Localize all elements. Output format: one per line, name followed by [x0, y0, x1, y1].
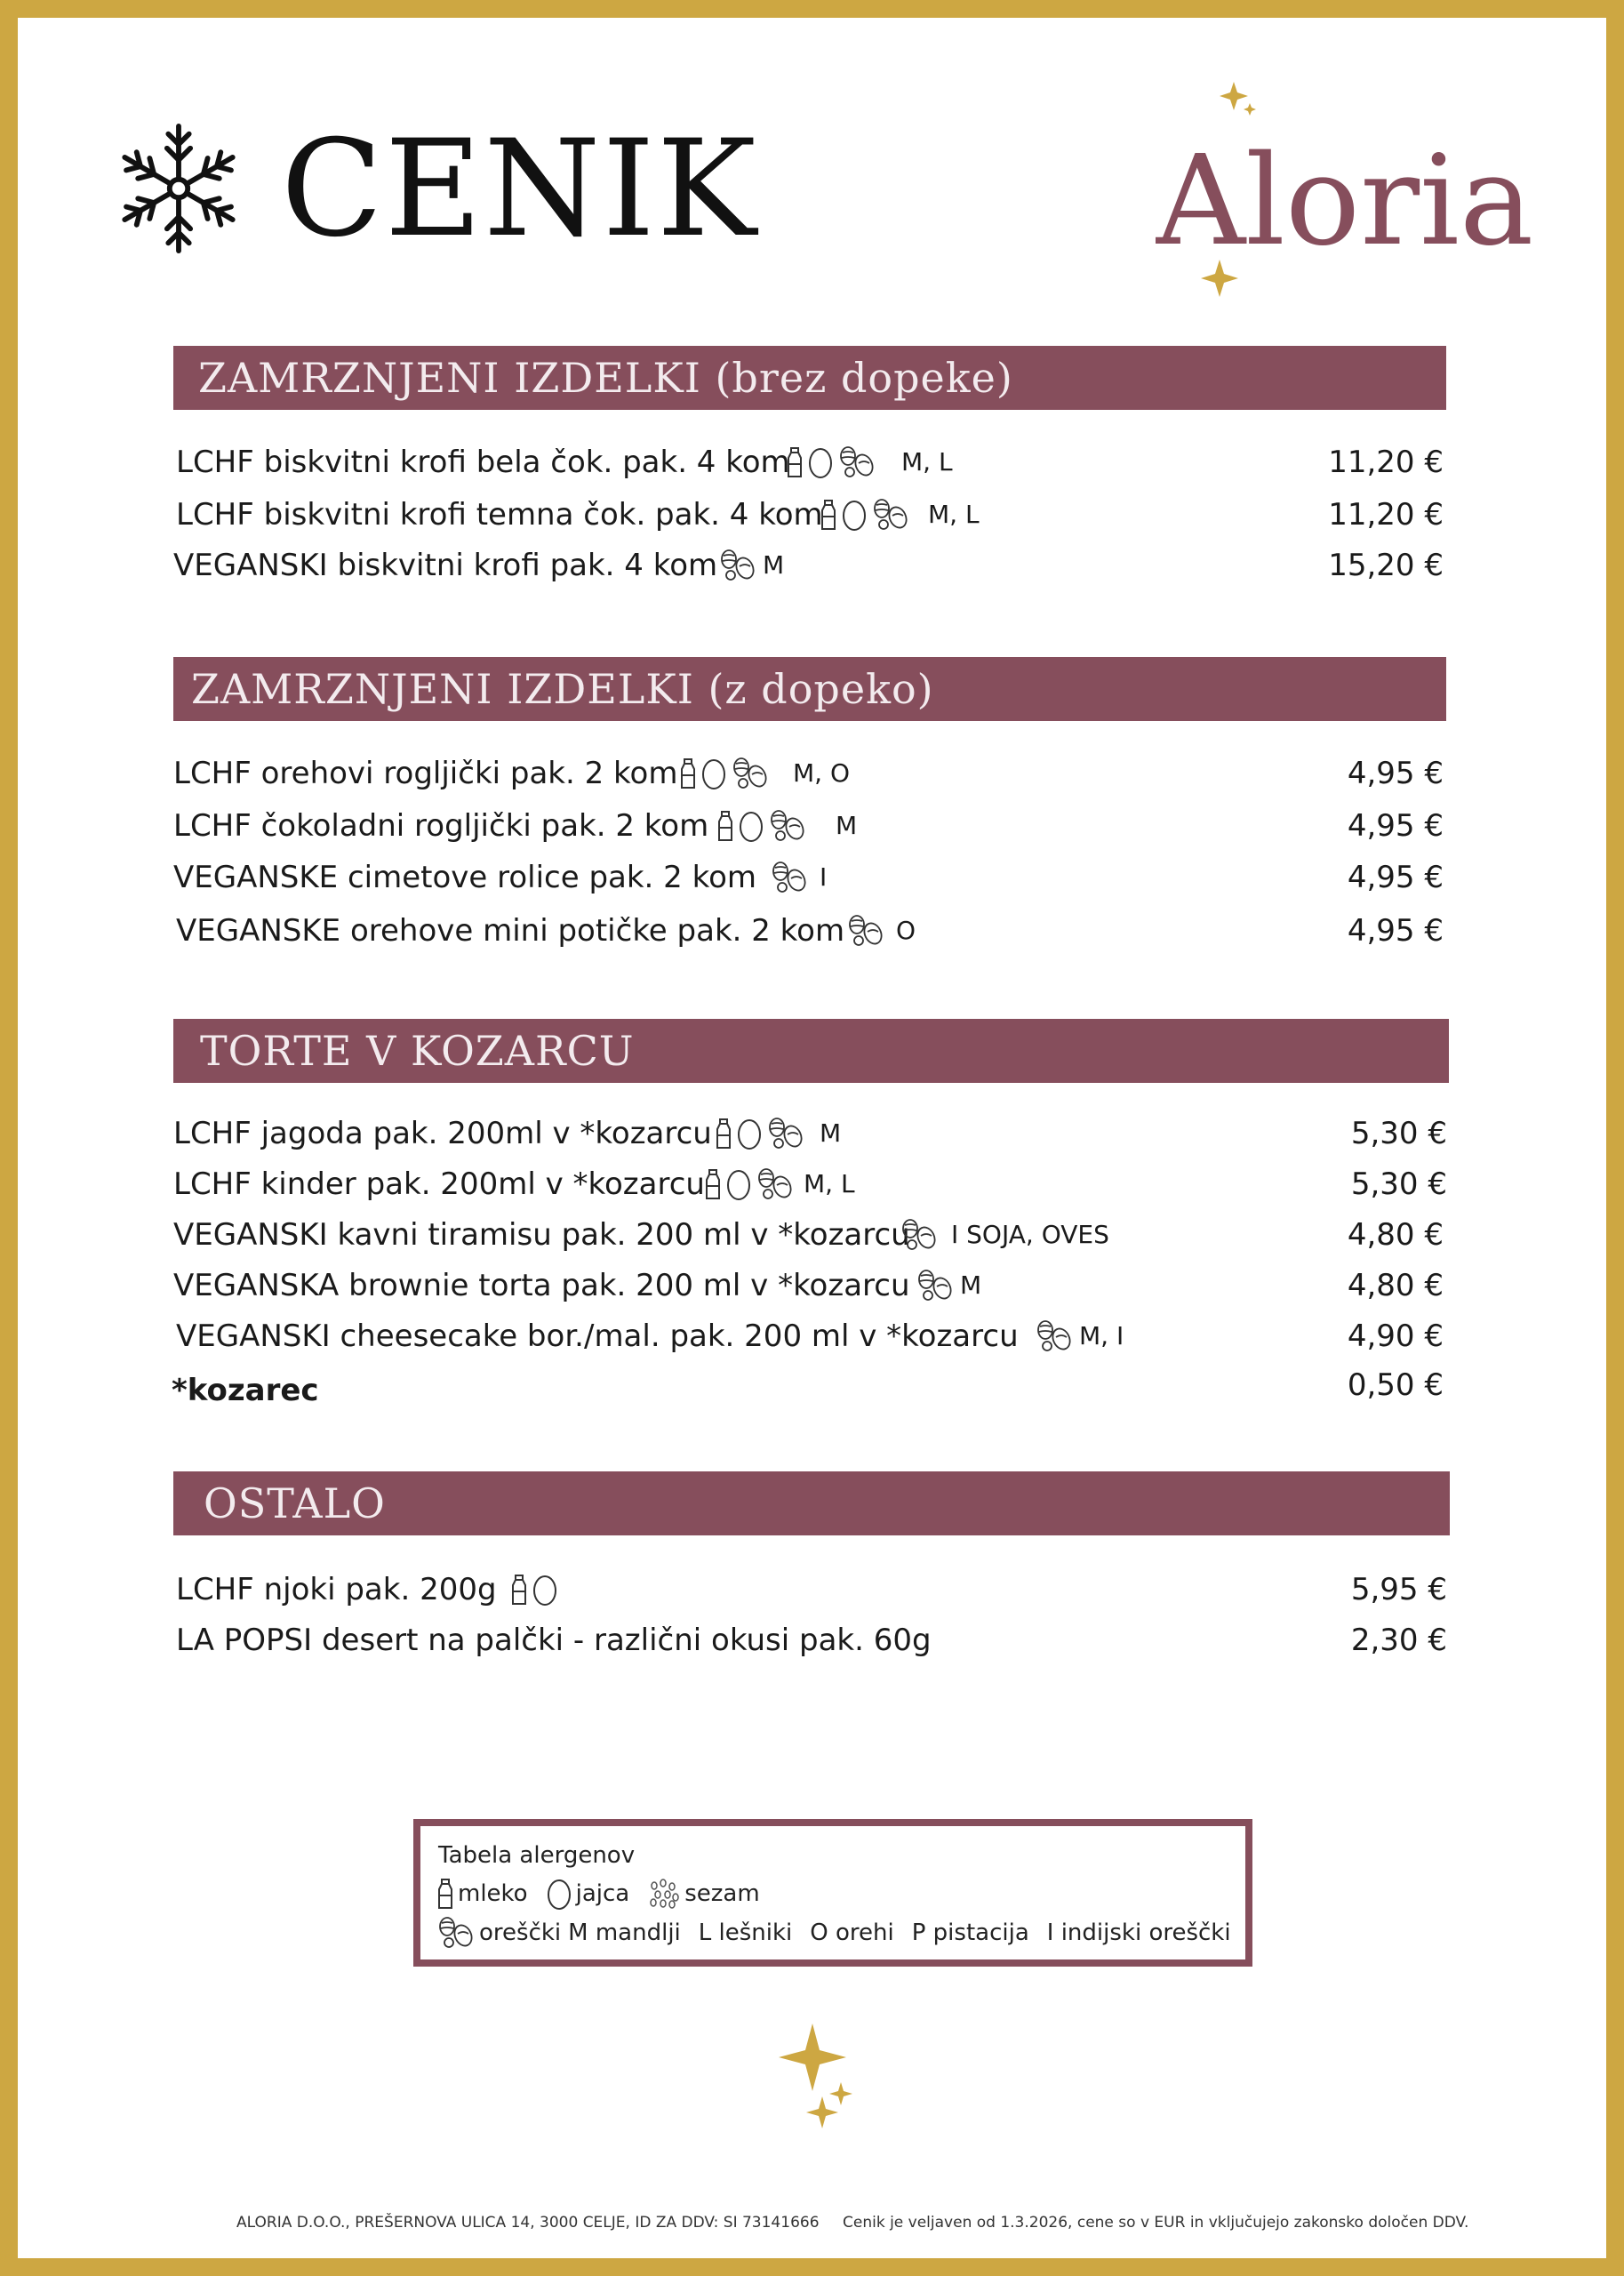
- legend-hazelnuts: L lešniki: [698, 1919, 793, 1946]
- allergen-icons: [900, 1218, 942, 1252]
- legend-cashew: I indijski oreščki: [1046, 1919, 1231, 1946]
- milk-icon: [679, 757, 697, 789]
- allergen-codes: M, I: [1079, 1321, 1124, 1350]
- section-header: [173, 346, 1446, 410]
- legend-title: Tabela alergenov: [438, 1842, 636, 1869]
- egg-icon: [725, 1167, 752, 1201]
- egg-icon: [807, 445, 834, 479]
- allergen-icons: [916, 1269, 958, 1302]
- egg-icon: [841, 498, 868, 532]
- item-price: 15,20 €: [1328, 548, 1444, 583]
- item-price: 0,50 €: [1347, 1367, 1444, 1403]
- egg-icon: [700, 757, 727, 790]
- allergen-icons: [770, 861, 812, 894]
- nuts-icon: [718, 549, 757, 582]
- allergen-codes: M: [960, 1270, 982, 1300]
- section-header: [173, 1471, 1450, 1535]
- legend-sesame: sezam: [684, 1880, 760, 1907]
- item-price: 4,95 €: [1347, 860, 1444, 895]
- brand-logo: [1156, 75, 1538, 306]
- item-price: 2,30 €: [1350, 1623, 1447, 1658]
- allergen-codes: M, O: [793, 758, 850, 788]
- item-price: 11,20 €: [1328, 445, 1444, 480]
- item-price: 4,95 €: [1347, 913, 1444, 949]
- page-title: CENIK: [281, 112, 758, 267]
- item-price: 4,80 €: [1347, 1268, 1444, 1303]
- item-name: VEGANSKE orehove mini potičke pak. 2 kom: [176, 913, 845, 949]
- allergen-icons: [679, 757, 773, 790]
- egg-icon: [532, 1573, 558, 1607]
- allergen-legend: [413, 1819, 1252, 1967]
- logo-text: Aloria: [1156, 129, 1534, 274]
- allergen-icons: [718, 549, 761, 582]
- list-item: [0, 1263, 1624, 1308]
- section-title: OSTALO: [204, 1479, 386, 1527]
- allergen-codes: M: [763, 550, 785, 580]
- milk-icon: [820, 499, 837, 531]
- list-item: [0, 1567, 1624, 1612]
- legend-row: [436, 1876, 778, 1911]
- allergen-codes: M, L: [901, 447, 953, 477]
- list-item: [0, 804, 1624, 848]
- item-price: 4,95 €: [1347, 756, 1444, 791]
- allergen-icons: [704, 1167, 798, 1201]
- milk-icon: [716, 810, 734, 842]
- milk-icon: [436, 1878, 454, 1910]
- list-item: [0, 543, 1624, 588]
- section-header: [173, 657, 1446, 721]
- egg-icon: [736, 1117, 763, 1150]
- legend-almonds: M mandlji: [568, 1919, 681, 1946]
- item-name: LCHF kinder pak. 200ml v *kozarcu: [173, 1166, 705, 1202]
- allergen-codes: O: [896, 916, 916, 945]
- legend-milk: mleko: [458, 1880, 528, 1907]
- item-name: VEGANSKE cimetove rolice pak. 2 kom: [173, 860, 757, 895]
- list-item: [0, 751, 1624, 796]
- nuts-icon: [770, 861, 809, 894]
- header: [0, 0, 1624, 338]
- item-name: VEGANSKI biskvitni krofi pak. 4 kom: [173, 548, 718, 583]
- allergen-icons: [510, 1573, 562, 1607]
- allergen-codes: I SOJA, OVES: [951, 1220, 1109, 1249]
- nuts-icon: [900, 1218, 939, 1252]
- item-price: 4,95 €: [1347, 808, 1444, 844]
- nuts-icon: [837, 445, 876, 479]
- list-item: [0, 1618, 1624, 1663]
- legend-nuts: oreščki: [479, 1919, 562, 1946]
- item-price: 4,80 €: [1347, 1217, 1444, 1253]
- item-name: LCHF biskvitni krofi temna čok. pak. 4 kom: [176, 497, 823, 533]
- list-item: [0, 1213, 1624, 1257]
- section-header: [173, 1019, 1449, 1083]
- allergen-codes: M, L: [804, 1169, 855, 1198]
- item-name: *kozarec: [172, 1373, 319, 1408]
- snowflake-icon: [114, 121, 244, 256]
- allergen-codes: M, L: [928, 500, 980, 529]
- item-name: VEGANSKI cheesecake bor./mal. pak. 200 ml v *kozarcu: [176, 1318, 1019, 1354]
- list-item: [0, 855, 1624, 900]
- item-name: LCHF njoki pak. 200g: [176, 1572, 497, 1607]
- nuts-icon: [766, 1117, 805, 1150]
- item-name: LA POPSI desert na palčki - različni okusi pak. 60g: [176, 1623, 932, 1658]
- section-title: ZAMRZNJENI IZDELKI (z dopeko): [191, 665, 934, 713]
- item-price: 5,95 €: [1350, 1572, 1447, 1607]
- item-price: 5,30 €: [1350, 1166, 1447, 1202]
- item-name: LCHF jagoda pak. 200ml v *kozarcu: [173, 1116, 712, 1151]
- nuts-icon: [436, 1916, 476, 1950]
- allergen-icons: [846, 914, 889, 948]
- egg-icon: [738, 809, 764, 843]
- item-price: 5,30 €: [1350, 1116, 1447, 1151]
- legend-walnuts: O orehi: [810, 1919, 894, 1946]
- list-item: [0, 1162, 1624, 1206]
- section-title: ZAMRZNJENI IZDELKI (brez dopeke): [198, 354, 1013, 402]
- item-name: VEGANSKA brownie torta pak. 200 ml v *kozarcu: [173, 1268, 910, 1303]
- nuts-icon: [916, 1269, 955, 1302]
- footer: [0, 2214, 1624, 2240]
- list-item: [0, 493, 1624, 537]
- allergen-codes: M: [836, 811, 858, 840]
- allergen-icons: [786, 445, 880, 479]
- legend-egg: jajca: [575, 1880, 630, 1907]
- nuts-icon: [1035, 1319, 1074, 1353]
- allergen-icons: [716, 809, 811, 843]
- list-item: [0, 909, 1624, 953]
- allergen-icons: [1035, 1319, 1077, 1353]
- footer-note: Cenik je veljaven od 1.3.2026, cene so v EUR in vključujejo zakonsko določen DDV.: [843, 2214, 1469, 2232]
- nuts-icon: [756, 1167, 795, 1201]
- egg-icon: [546, 1877, 572, 1911]
- nuts-icon: [871, 498, 910, 532]
- item-price: 11,20 €: [1328, 497, 1444, 533]
- sparkle-icon: [773, 2018, 862, 2134]
- allergen-icons: [715, 1117, 809, 1150]
- item-name: LCHF biskvitni krofi bela čok. pak. 4 kom: [176, 445, 790, 480]
- item-name: VEGANSKI kavni tiramisu pak. 200 ml v *kozarcu: [173, 1217, 910, 1253]
- milk-icon: [704, 1168, 722, 1200]
- list-item: [0, 1368, 1624, 1413]
- nuts-icon: [731, 757, 770, 790]
- nuts-icon: [846, 914, 885, 948]
- legend-row: [436, 1915, 1249, 1951]
- list-item: [0, 440, 1624, 485]
- item-name: LCHF orehovi rogljički pak. 2 kom: [173, 756, 678, 791]
- sesame-icon: [647, 1879, 681, 1909]
- nuts-icon: [768, 809, 807, 843]
- allergen-codes: M: [820, 1118, 842, 1148]
- legend-pistachio: P pistacija: [911, 1919, 1029, 1946]
- milk-icon: [786, 446, 804, 478]
- item-name: LCHF čokoladni rogljički pak. 2 kom: [173, 808, 709, 844]
- footer-company: ALORIA D.O.O., PREŠERNOVA ULICA 14, 3000 CELJE, ID ZA DDV: SI 73141666: [236, 2214, 820, 2232]
- milk-icon: [715, 1118, 732, 1150]
- list-item: [0, 1111, 1624, 1156]
- list-item: [0, 1314, 1624, 1358]
- allergen-codes: I: [820, 862, 828, 892]
- milk-icon: [510, 1574, 528, 1606]
- allergen-icons: [820, 498, 914, 532]
- item-price: 4,90 €: [1347, 1318, 1444, 1354]
- section-title: TORTE V KOZARCU: [200, 1027, 635, 1075]
